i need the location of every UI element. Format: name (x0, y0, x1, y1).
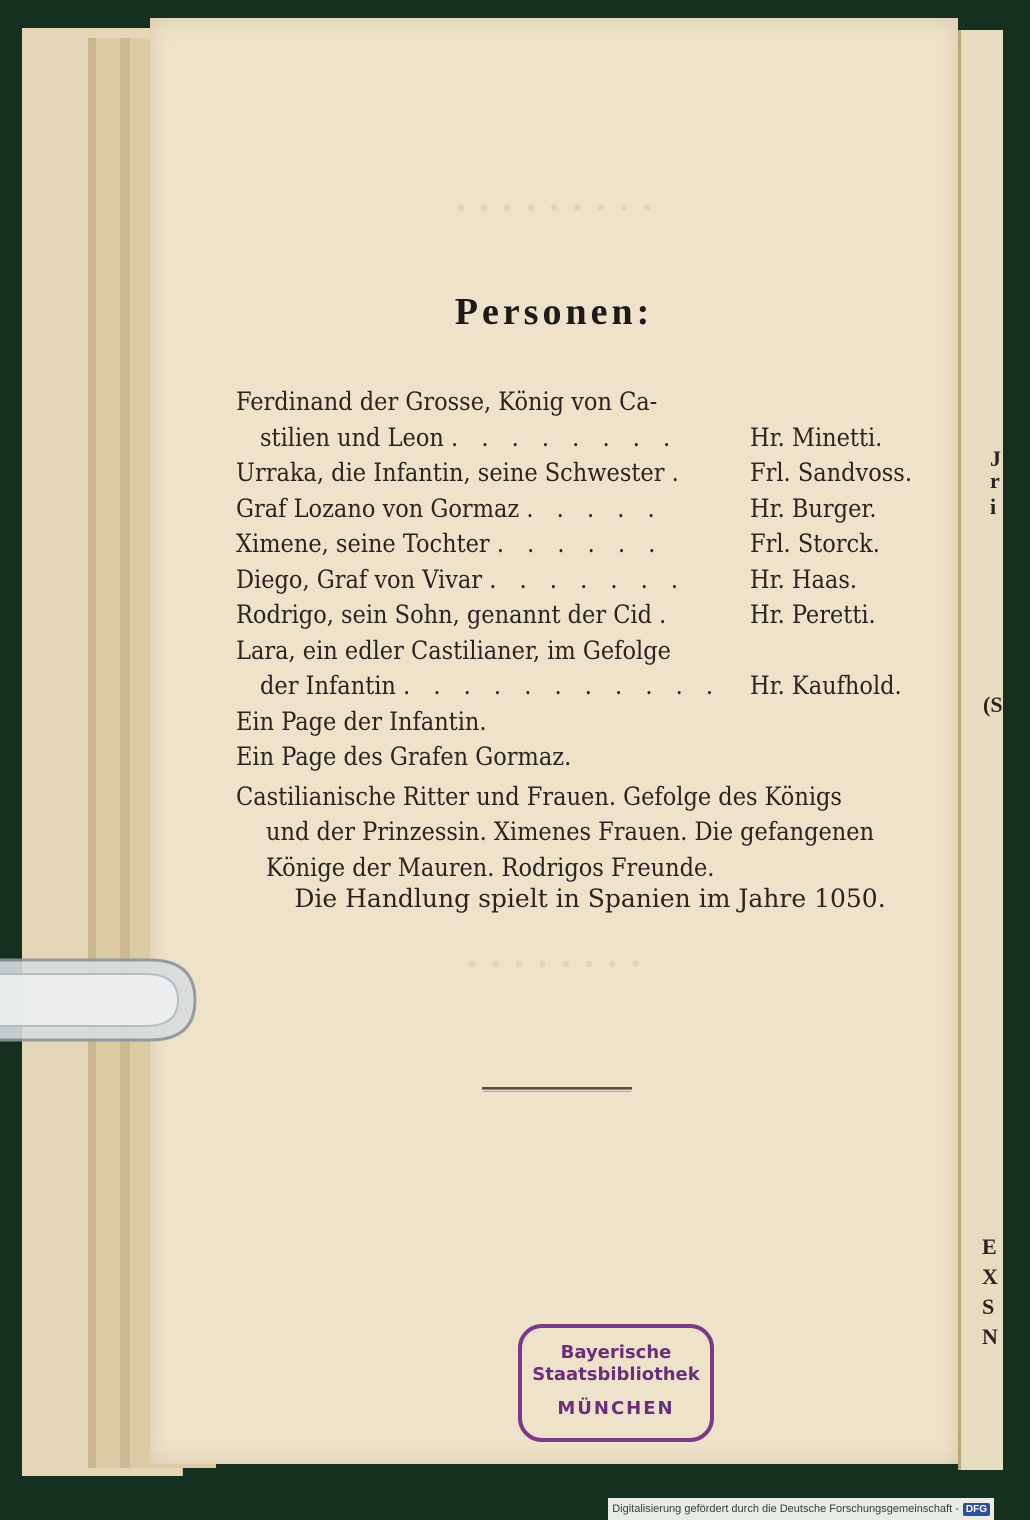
leader-dots: . . . . . (526, 493, 663, 523)
facing-page-fragment: r (990, 468, 1000, 493)
cast-entry (236, 491, 936, 527)
role-name: stilien und Leon . . . . . . . . (260, 422, 679, 452)
role-name: Diego, Graf von Vivar . . . . . . . (236, 564, 687, 594)
leader-dots: . . . . . . . . . . . (403, 671, 722, 700)
actor-name: Hr. Haas. (750, 564, 858, 594)
library-stamp (518, 1324, 714, 1442)
cast-list (236, 384, 936, 885)
minor-role: Ein Page des Grafen Gormaz. (236, 742, 572, 771)
stamp-line: Bayerische (560, 1342, 672, 1363)
actor-name: Hr. Minetti. (750, 422, 883, 452)
facing-page-fragment: S (982, 1294, 995, 1319)
facing-page-fragment: (S (983, 692, 1003, 717)
dfg-logo: DFG (963, 1503, 990, 1516)
role-name: Lara, ein edler Castilianer, im Gefolge (236, 635, 671, 665)
facing-page-fragment: E (982, 1234, 997, 1259)
cast-entry (236, 420, 936, 456)
retinue-paragraph (236, 779, 936, 886)
cast-entry (236, 562, 936, 598)
actor-name: Frl. Sandvoss. (750, 458, 912, 487)
actor-name: Hr. Burger. (750, 493, 877, 523)
cast-entry (236, 597, 936, 633)
minor-role: Ein Page der Infantin. (236, 706, 487, 736)
cast-entry (236, 633, 936, 669)
role-name: Urraka, die Infantin, seine Schwester . (236, 458, 687, 487)
footer-text: Digitalisierung gefördert durch die Deutsche Forschungsgemeinschaft - (612, 1503, 959, 1515)
stamp-line: MÜNCHEN (557, 1398, 675, 1419)
page-clip (0, 940, 210, 1060)
actor-name: Hr. Peretti. (750, 600, 876, 629)
leader-dots: . . . . . . . . (451, 422, 679, 452)
stamp-line: Staatsbibliothek (532, 1364, 700, 1385)
role-name: Ferdinand der Grosse, König von Ca- (236, 387, 658, 416)
page-title: Personen: (454, 291, 654, 333)
cast-entry (236, 455, 936, 491)
actor-name (726, 384, 936, 420)
leader-dots: . . . . . . . (489, 564, 687, 594)
role-name: Ximene, seine Tochter . . . . . . (236, 529, 664, 558)
retinue-line: Könige der Mauren. Rodrigos Freunde. (266, 852, 715, 882)
role-name: Graf Lozano von Gormaz . . . . . (236, 493, 663, 523)
facing-page-fragment: N (982, 1324, 998, 1349)
facing-page-fragment: i (990, 494, 997, 519)
actor-name: Frl. Storck. (750, 529, 880, 558)
digitization-footer (608, 1498, 994, 1520)
cast-entry (236, 384, 936, 420)
leader-dots: . . . . . . (496, 529, 664, 558)
actor-name: Hr. Kaufhold. (750, 671, 902, 700)
role-name: der Infantin . . . . . . . . . . . (260, 671, 722, 700)
setting-note: Die Handlung spielt in Spanien im Jahre 1050. (294, 884, 886, 913)
retinue-line: und der Prinzessin. Ximenes Frauen. Die gefangenen (266, 817, 875, 846)
cast-entry (236, 526, 936, 562)
facing-page-fragment: X (982, 1264, 998, 1289)
facing-page-fragment: J (990, 446, 1001, 471)
leader-dots: . (671, 458, 687, 487)
actor-name (726, 633, 936, 669)
role-name: Rodrigo, sein Sohn, genannt der Cid . (236, 600, 675, 629)
cast-entry (236, 668, 936, 704)
retinue-line: Castilianische Ritter und Frauen. Gefolge des Königs (236, 781, 842, 811)
leader-dots: . (659, 600, 675, 629)
show-through-ornament: · · · · · · · · (465, 941, 643, 986)
show-through-ornament: · · · · · · · · · (453, 185, 655, 230)
decorative-rule (482, 1087, 632, 1090)
